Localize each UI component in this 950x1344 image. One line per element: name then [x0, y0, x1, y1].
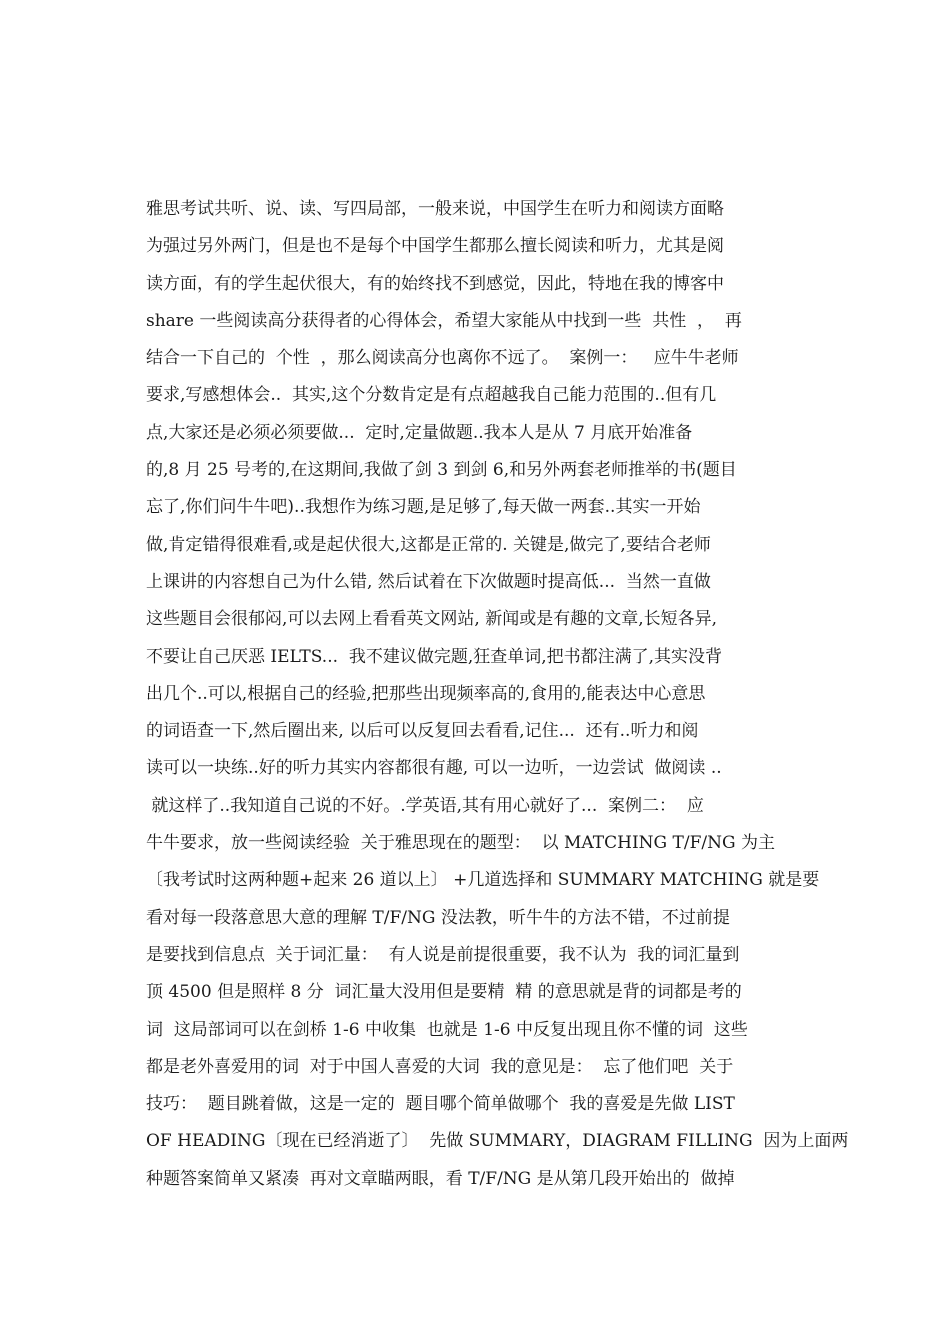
text-line: 不要让自己厌恶 IELTS... 我不建议做完题,狂查单词,把书都注满了,其实没背: [146, 646, 723, 667]
text-line: 结合一下自己的 个性 ，那么阅读高分也离你不远了。 案例一： 应牛牛老师: [146, 348, 739, 369]
text-line: 出几个..可以,根据自己的经验,把那些出现频率高的,食用的,能表达中心意思: [146, 683, 706, 704]
text-line: 看对每一段落意思大意的理解 T/F/NG 没法教，听牛牛的方法不错，不过前提: [146, 907, 730, 928]
text-line: 都是老外喜爱用的词 对于中国人喜爱的大词 我的意见是： 忘了他们吧 关于: [146, 1056, 734, 1077]
text-line: 种题答案简单又紧凑 再对文章瞄两眼，看 T/F/NG 是从第几段开始出的 做掉: [146, 1168, 735, 1189]
text-line: 要求,写感想体会.. 其实,这个分数肯定是有点超越我自己能力范围的..但有几: [146, 385, 717, 406]
text-line: 这些题目会很郁闷,可以去网上看看英文网站, 新闻或是有趣的文章,长短各异,: [146, 609, 718, 630]
text-line: share 一些阅读高分获得者的心得体会，希望大家能从中找到一些 共性 ， 再: [146, 310, 742, 331]
text-line: 雅思考试共听、说、读、写四局部，一般来说，中国学生在听力和阅读方面略: [146, 199, 724, 219]
text-line: 的词语查一下,然后圈出来, 以后可以反复回去看看,记住... 还有..听力和阅: [146, 721, 699, 742]
text-line: OF HEADING〔现在已经消逝了〕 先做 SUMMARY，DIAGRAM FILLING 因为上面两: [146, 1131, 849, 1152]
text-line: 为强过另外两门，但是也不是每个中国学生都那么擅长阅读和听力，尤其是阅: [146, 236, 724, 257]
article-body: [146, 191, 849, 1198]
text-line: 顶 4500 但是照样 8 分 词汇量大没用但是要精 精 的意思就是背的词都是考的: [146, 982, 742, 1003]
text-line: 牛牛要求，放一些阅读经验 关于雅思现在的题型： 以 MATCHING T/F/NG 为主: [146, 833, 775, 854]
text-line: 读方面，有的学生起伏很大，有的始终找不到感觉，因此，特地在我的博客中: [146, 273, 724, 294]
text-line: 点,大家还是必须必须要做... 定时,定量做题..我本人是从 7 月底开始准备: [146, 422, 693, 443]
text-line: 上课讲的内容想自己为什么错, 然后试着在下次做题时提高低... 当然一直做: [146, 571, 711, 592]
text-line: 技巧： 题目跳着做，这是一定的 题目哪个简单做哪个 我的喜爱是先做 LIST: [146, 1094, 735, 1115]
text-line: 的,8 月 25 号考的,在这期间,我做了剑 3 到剑 6,和另外两套老师推举的书(题目: [146, 460, 737, 481]
text-line: 读可以一块练..好的听力其实内容都很有趣, 可以一边听，一边尝试 做阅读 ..: [146, 758, 722, 779]
text-line: 忘了,你们问牛牛吧)..我想作为练习题,是足够了,每天做一两套..其实一开始: [146, 497, 701, 518]
text-line: 词 这局部词可以在剑桥 1-6 中收集 也就是 1-6 中反复出现且你不懂的词 这些: [146, 1019, 748, 1040]
text-line: 做,肯定错得很难看,或是起伏很大,这都是正常的. 关键是,做完了,要结合老师: [146, 534, 711, 555]
text-line: 就这样了..我知道自己说的不好。.学英语,其有用心就好了... 案例二： 应: [146, 795, 704, 816]
text-line: 〔我考试时这两种题+起来 26 道以上〕 +几道选择和 SUMMARY MATCHING 就是要: [146, 870, 820, 891]
text-line: 是要找到信息点 关于词汇量： 有人说是前提很重要，我不认为 我的词汇量到: [146, 944, 740, 965]
